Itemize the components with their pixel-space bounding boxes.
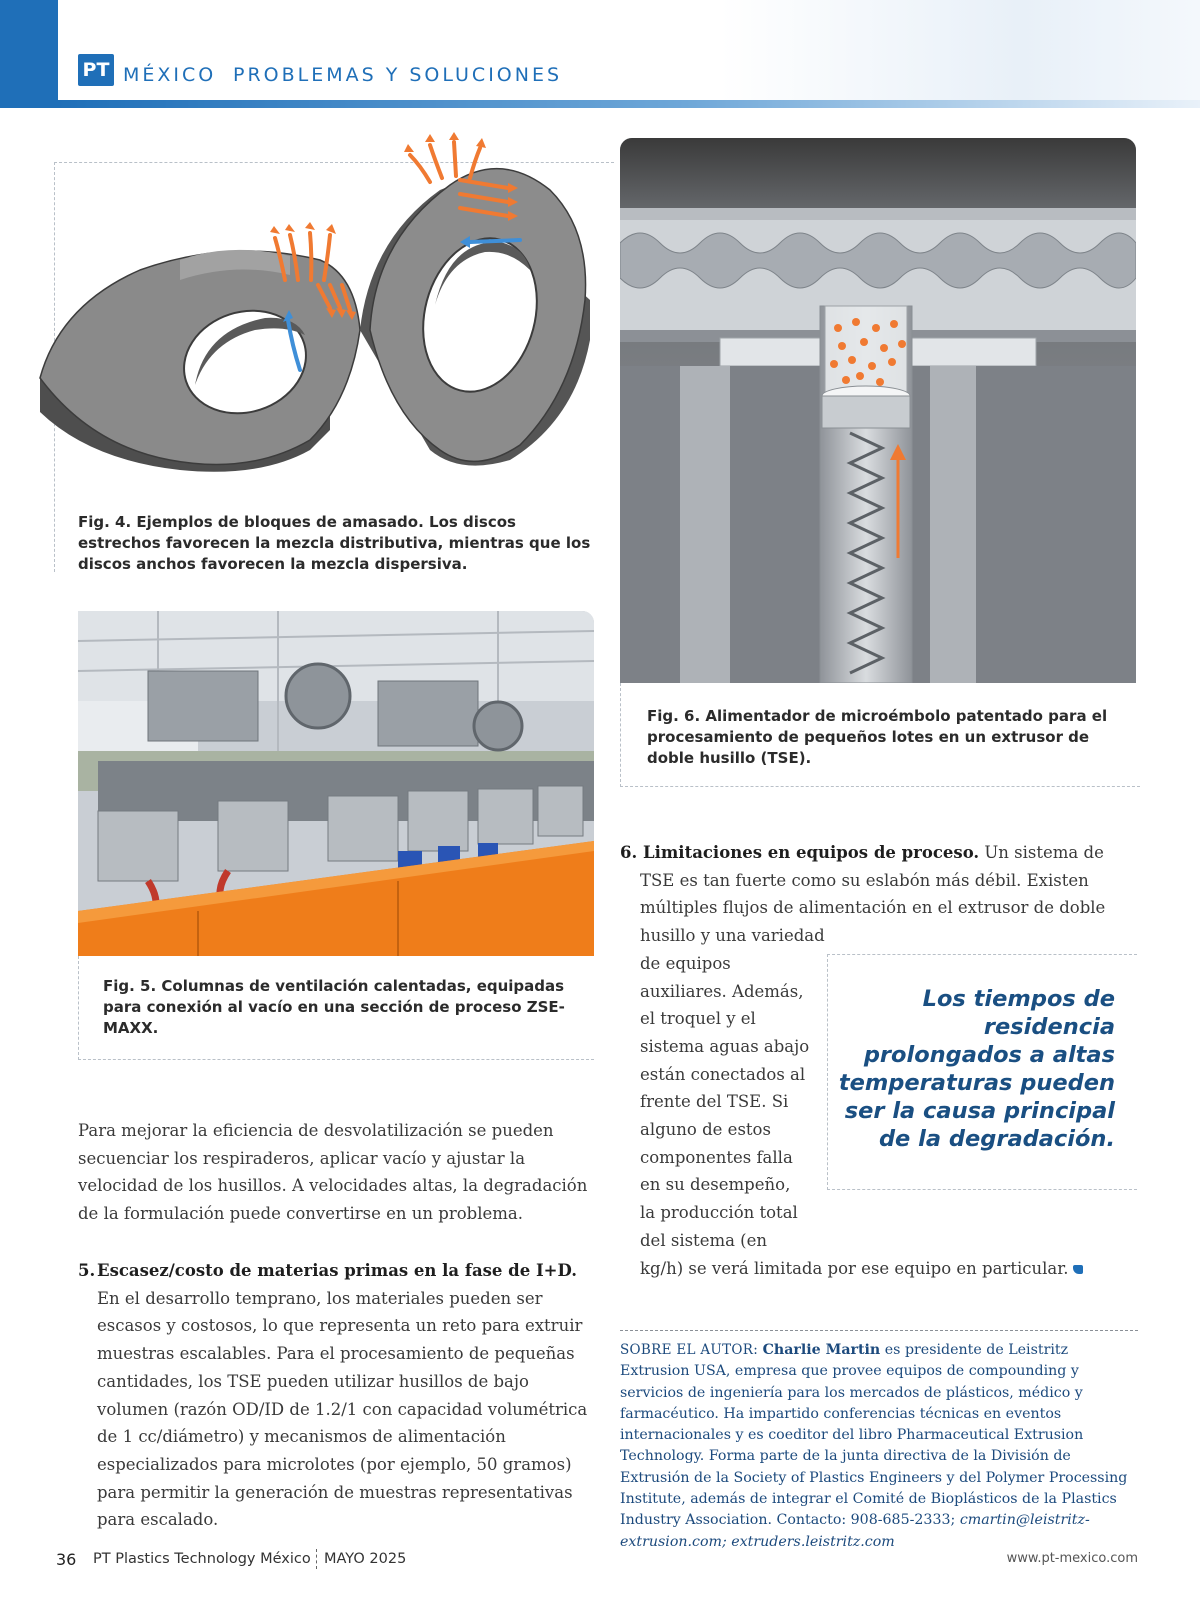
- page-number: 36: [56, 1550, 77, 1569]
- pt-logo: PT: [78, 54, 114, 86]
- fig6-caption: Fig. 6. Alimentador de microémbolo patentado para el procesamiento de pequeños lotes en un extrusor de doble husillo (TSE).: [647, 707, 1108, 767]
- list-item-6-wrapped-text: de equipos auxiliares. Además, el troquel y el sistema aguas abajo están conectados al frente del TSE. Si alguno de estos componentes falla en su desempeño, la producción total del sistema (en: [640, 953, 810, 1250]
- publication-name: PT Plastics Technology México: [93, 1551, 311, 1567]
- header-band: [0, 0, 1200, 108]
- fig5-caption: Fig. 5. Columnas de ventilación calentadas, equipadas para conexión al vacío en una sección de proceso ZSE-MAXX.: [103, 977, 565, 1037]
- header-section-title: PROBLEMAS Y SOLUCIONES: [233, 64, 563, 86]
- fig5-vent-columns-photo: [78, 611, 594, 956]
- intro-paragraph: Para mejorar la eficiencia de desvolatilización se pueden secuenciar los respiraderos, aplicar vacío y ajustar la velocidad de los husillos. A velocidades altas, la degradación de la formulación puede convertirse en un problema.: [78, 1121, 588, 1224]
- list-item-5-text: En el desarrollo temprano, los materiales pueden ser escasos y costosos, lo que representa un reto para extruir muestras escalables. Para el procesamiento de pequeñas cantidades, los TSE pueden utilizar husillos de bajo volumen (razón OD/ID de 1.2/1 con capacidad volumétrica de 1 cc/diámetro) y mecanismos de alimentación especializados para microlotes (por ejemplo, 50 gramos) para permitir la generación de muestras representativas para escalado.: [97, 1288, 588, 1530]
- list-item-5-number: 5.: [78, 1261, 96, 1280]
- author-bio: [620, 1340, 1140, 1553]
- fig6-micro-ram-feeder-illustration: [620, 138, 1136, 683]
- list-item-6-tail: kg/h) se verá limitada por ese equipo en particular.: [640, 1258, 1069, 1278]
- header-accent-bar: [0, 0, 58, 108]
- author-bio-text: es presidente de Leistritz Extrusion USA, empresa que provee equipos de compounding y servicios de ingeniería para los mercados de plásticos, médico y farmacéutico. Ha impartido conferencias técnicas en eventos internacionales y es coeditor del libro Pharmaceutical Extrusion Technology. Forma parte de la junta directiva de la División de Extrusión de la Society of Plastics Engineers y del Polymer Processing Institute, además de integrar el Comité de Bioplásticos de la Plastics Industry Association. Contacto: 908-685-2333;: [620, 1342, 1128, 1529]
- list-item-5-title: Escasez/costo de materias primas en la fase de I+D.: [97, 1261, 577, 1280]
- list-item-5: [78, 1257, 598, 1534]
- website-link[interactable]: www.pt-mexico.com: [1006, 1551, 1138, 1566]
- author-contact-links[interactable]: cmartin@leistritz-extrusion.com; extruders.leistritz.com: [620, 1512, 1090, 1550]
- author-label: SOBRE EL AUTOR:: [620, 1342, 759, 1358]
- fig4-caption: Fig. 4. Ejemplos de bloques de amasado. Los discos estrechos favorecen la mezcla distributiva, mientras que los discos anchos favorecen la mezcla dispersiva.: [78, 513, 591, 573]
- list-item-6-lead: Un sistema de TSE es tan fuerte como su eslabón más débil. Existen múltiples flujos de alimentación en el extrusor de doble husillo y una variedad: [640, 843, 1106, 946]
- header-rule: [58, 100, 1200, 108]
- fig4-kneading-blocks-illustration: [30, 130, 610, 490]
- end-of-article-icon: [1073, 1265, 1083, 1274]
- issue-date: MAYO 2025: [324, 1551, 407, 1567]
- author-name: Charlie Martin: [762, 1342, 881, 1358]
- footer-separator: [316, 1549, 317, 1569]
- author-divider: [620, 1330, 1138, 1331]
- list-item-6-title: 6. Limitaciones en equipos de proceso.: [620, 843, 980, 862]
- pull-quote: Los tiempos de residencia prolongados a altas temperaturas pueden ser la causa principal de la degradación.: [838, 986, 1115, 1152]
- header-edition: MÉXICO: [123, 64, 217, 86]
